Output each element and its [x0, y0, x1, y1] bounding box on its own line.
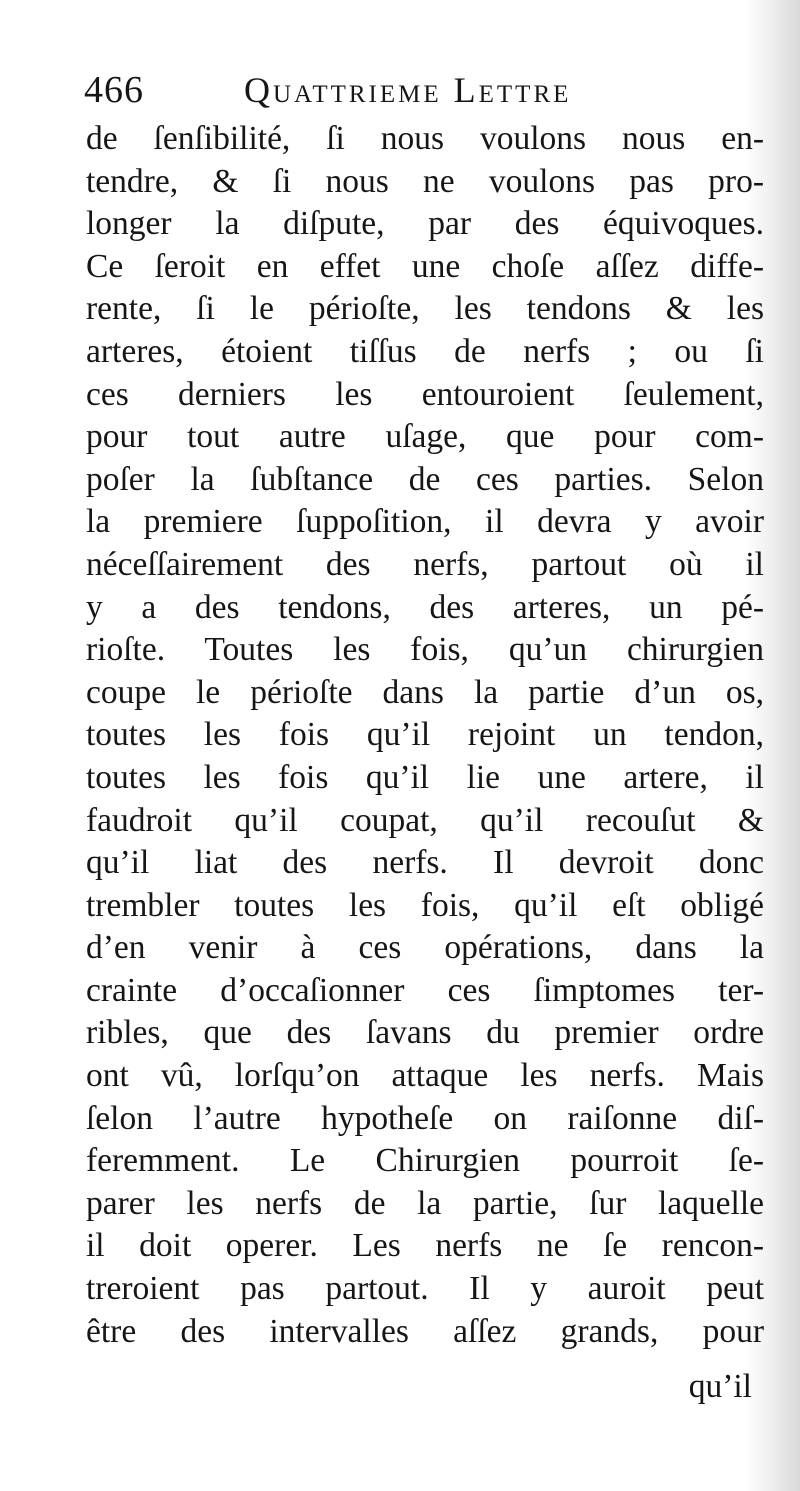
- text-line: longer la diſpute, par des équivoques.: [86, 205, 764, 243]
- text-line: de ſenſibilité, ſi nous voulons nous en-: [86, 120, 764, 157]
- text-line: ont vû, lorſqu’on attaque les nerfs. Mais: [86, 1057, 764, 1095]
- text-line: ces derniers les entouroient ſeulement,: [86, 375, 764, 413]
- text-line: trembler toutes les fois, qu’il eſt obligé: [86, 886, 764, 924]
- text-line: qu’il liat des nerfs. Il devroit donc: [86, 844, 764, 882]
- text-line: arteres, étoient tiſſus de nerfs ; ou ſi: [86, 332, 764, 370]
- text-line: néceſſairement des nerfs, partout où il: [86, 545, 764, 583]
- text-line: toutes les fois qu’il lie une artere, il: [86, 758, 764, 796]
- text-line: crainte d’occaſionner ces ſimptomes ter-: [86, 971, 764, 1009]
- text-line: pour tout autre uſage, que pour com-: [86, 418, 764, 456]
- text-line: Ce ſeroit en effet une choſe aſſez diffe-: [86, 247, 764, 285]
- text-line: y a des tendons, des arteres, un pé-: [86, 588, 764, 626]
- text-line: faudroit qu’il coupat, qu’il recouſut &: [86, 801, 764, 839]
- text-line: feremment. Le Chirurgien pourroit ſe-: [86, 1142, 764, 1180]
- text-line: toutes les fois qu’il rejoint un tendon,: [86, 716, 764, 754]
- running-title: Quattrieme Lettre: [244, 70, 572, 110]
- text-line: il doit operer. Les nerfs ne ſe rencon-: [86, 1227, 764, 1265]
- text-line: d’en venir à ces opérations, dans la: [86, 929, 764, 967]
- text-line: être des intervalles aſſez grands, pour: [86, 1312, 764, 1350]
- text-line: la premiere ſuppoſition, il devra y avoir: [86, 503, 764, 541]
- catchword: qu’il: [688, 1368, 752, 1405]
- text-line: rente, ſi le périoſte, les tendons & les: [86, 290, 764, 328]
- text-line: treroient pas partout. Il y auroit peut: [86, 1270, 764, 1308]
- text-line: tendre, & ſi nous ne voulons pas pro-: [86, 162, 764, 200]
- text-line: ſelon l’autre hypotheſe on raiſonne diſ-: [86, 1099, 764, 1137]
- text-line: poſer la ſubſtance de ces parties. Selon: [86, 460, 764, 498]
- text-line: ribles, que des ſavans du premier ordre: [86, 1014, 764, 1052]
- text-line: rioſte. Toutes les fois, qu’un chirurgien: [86, 631, 764, 669]
- body-text: [86, 118, 764, 1353]
- page-header: [84, 68, 764, 116]
- text-line: coupe le périoſte dans la partie d’un os,: [86, 673, 764, 711]
- page-number: 466: [84, 69, 144, 111]
- text-line: parer les nerfs de la partie, ſur laquelle: [86, 1184, 764, 1222]
